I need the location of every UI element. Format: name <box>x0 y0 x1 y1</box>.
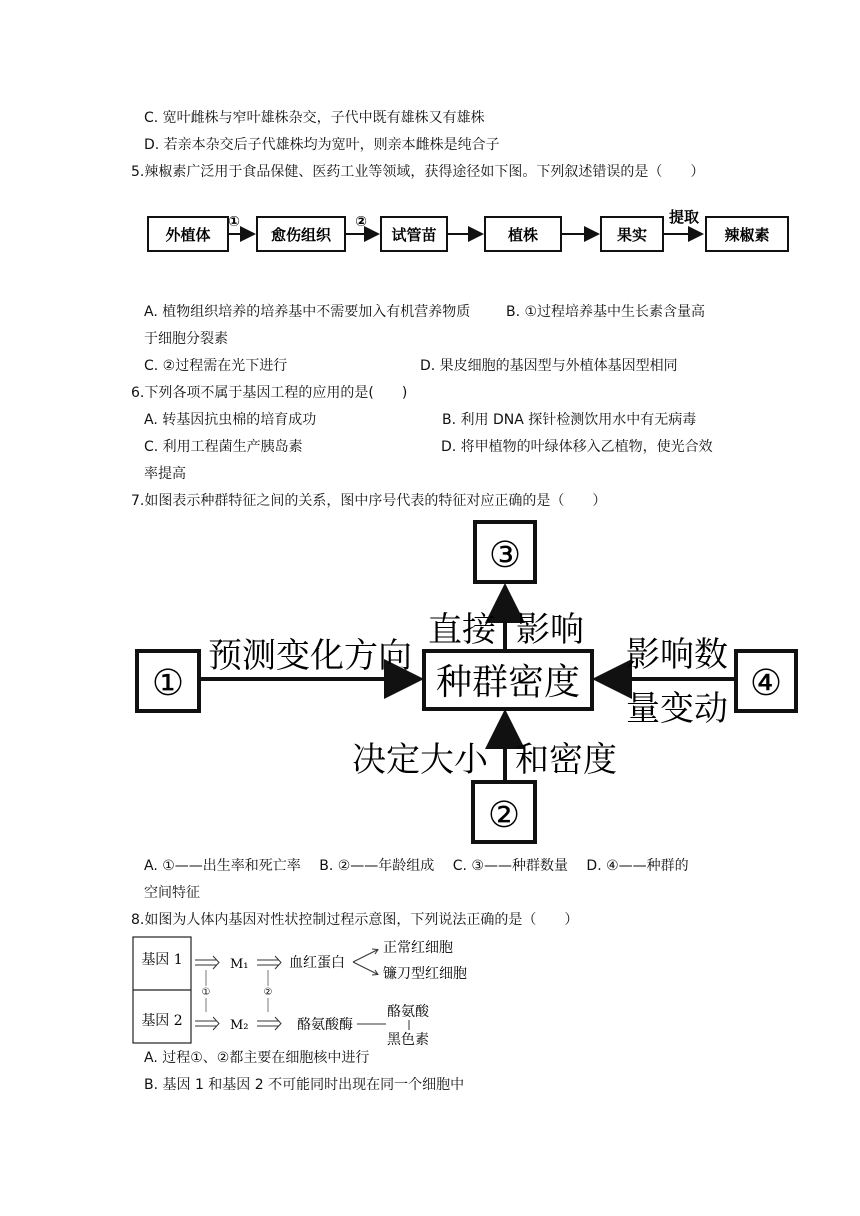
q8-stem: 8.如图为人体内基因对性状控制过程示意图，下列说法正确的是（ ） <box>131 912 579 928</box>
flow-box-callus-label: 愈伤组织 <box>270 226 332 244</box>
diagram-label-top-a: 直接 <box>428 610 496 650</box>
step-2-label: ② <box>263 987 273 998</box>
melanin-label: 黑色素 <box>387 1032 429 1046</box>
diagram-label-bottom-b: 和密度 <box>515 740 617 780</box>
gene-2-label: 基因 2 <box>141 1013 183 1029</box>
q7-stem: 7.如图表示种群特征之间的关系，图中序号代表的特征对应正确的是（ ） <box>131 493 607 509</box>
diagram-box-3-label: ③ <box>488 535 522 576</box>
tyrosine-label: 酪氨酸 <box>387 1004 429 1020</box>
m2-label: M₂ <box>230 1018 249 1033</box>
q7-options-cont: 空间特征 <box>144 885 200 901</box>
flow-box-explant-label: 外植体 <box>165 226 211 244</box>
branch-arrows-1 <box>353 949 378 975</box>
q5-option-b-cont: 于细胞分裂素 <box>144 331 228 347</box>
gene-1-label: 基因 1 <box>141 952 183 968</box>
diagram-box-4-label: ④ <box>749 663 783 704</box>
flow-arrow-1-label: ① <box>228 214 240 230</box>
q5-flow-diagram <box>140 204 800 260</box>
m1-label: M₁ <box>230 957 249 972</box>
q6-option-d: D. 将甲植物的叶绿体移入乙植物，使光合效 <box>441 439 713 455</box>
flow-arrow-5-label: 提取 <box>668 208 700 226</box>
flow-box-fruit-label: 果实 <box>616 226 648 244</box>
q5-stem: 5.辣椒素广泛用于食品保健、医药工业等领域，获得途径如下图。下列叙述错误的是（ ） <box>131 164 705 180</box>
q6-option-c: C. 利用工程菌生产胰岛素 <box>144 439 303 455</box>
flow-box-capsaicin-label: 辣椒素 <box>724 226 770 244</box>
q8-gene-diagram <box>131 934 491 1046</box>
q6-option-b: B. 利用 DNA 探针检测饮用水中有无病毒 <box>442 412 697 428</box>
double-arrow-2a <box>195 1017 219 1030</box>
q7-options: A. ①——出生率和死亡率 B. ②——年龄组成 C. ③——种群数量 D. ④——种群的 <box>144 858 689 874</box>
q4-option-c: C. 宽叶雌株与窄叶雄株杂交，子代中既有雄株又有雄株 <box>144 110 485 126</box>
normal-rbc-label: 正常红细胞 <box>383 940 453 956</box>
double-arrow-2b <box>257 1017 281 1030</box>
q8-option-a: A. 过程①、②都主要在细胞核中进行 <box>144 1050 370 1066</box>
sickle-rbc-label: 镰刀型红细胞 <box>383 966 467 982</box>
q4-option-d: D. 若亲本杂交后子代雄株均为宽叶，则亲本雌株是纯合子 <box>144 137 500 153</box>
q6-option-a: A. 转基因抗虫棉的培育成功 <box>144 412 317 428</box>
flow-arrow-2-label: ② <box>355 214 367 230</box>
q6-option-d-cont: 率提高 <box>144 466 186 482</box>
flow-box-plantlet-label: 试管苗 <box>391 226 437 244</box>
double-arrow-1b <box>257 956 281 969</box>
diagram-center-label: 种群密度 <box>435 662 581 703</box>
q5-option-b: B. ①过程培养基中生长素含量高 <box>506 304 706 320</box>
q5-option-a: A. 植物组织培养的培养基中不需要加入有机营养物质 <box>144 304 471 320</box>
step-1-label: ① <box>201 987 211 998</box>
diagram-label-right-a: 影响数 <box>626 635 728 675</box>
diagram-label-top-b: 影响 <box>516 610 584 650</box>
protein-2-label: 酪氨酸酶 <box>297 1017 353 1033</box>
diagram-label-right-b: 量变动 <box>626 689 728 729</box>
q5-option-c: C. ②过程需在光下进行 <box>144 358 288 374</box>
q6-stem: 6.下列各项不属于基因工程的应用的是( ) <box>131 385 408 401</box>
diagram-label-bottom-a: 决定大小 <box>352 740 488 780</box>
flow-box-plant-label: 植株 <box>507 226 539 244</box>
q8-option-b: B. 基因 1 和基因 2 不可能同时出现在同一个细胞中 <box>144 1077 465 1093</box>
protein-1-label: 血红蛋白 <box>289 955 345 971</box>
double-arrow-1a <box>195 956 219 969</box>
q5-option-d: D. 果皮细胞的基因型与外植体基因型相同 <box>420 358 678 374</box>
diagram-box-2-label: ② <box>487 795 521 836</box>
q7-population-diagram <box>130 515 802 847</box>
diagram-box-1-label: ① <box>151 663 185 704</box>
diagram-label-left: 预测变化方向 <box>208 636 412 676</box>
